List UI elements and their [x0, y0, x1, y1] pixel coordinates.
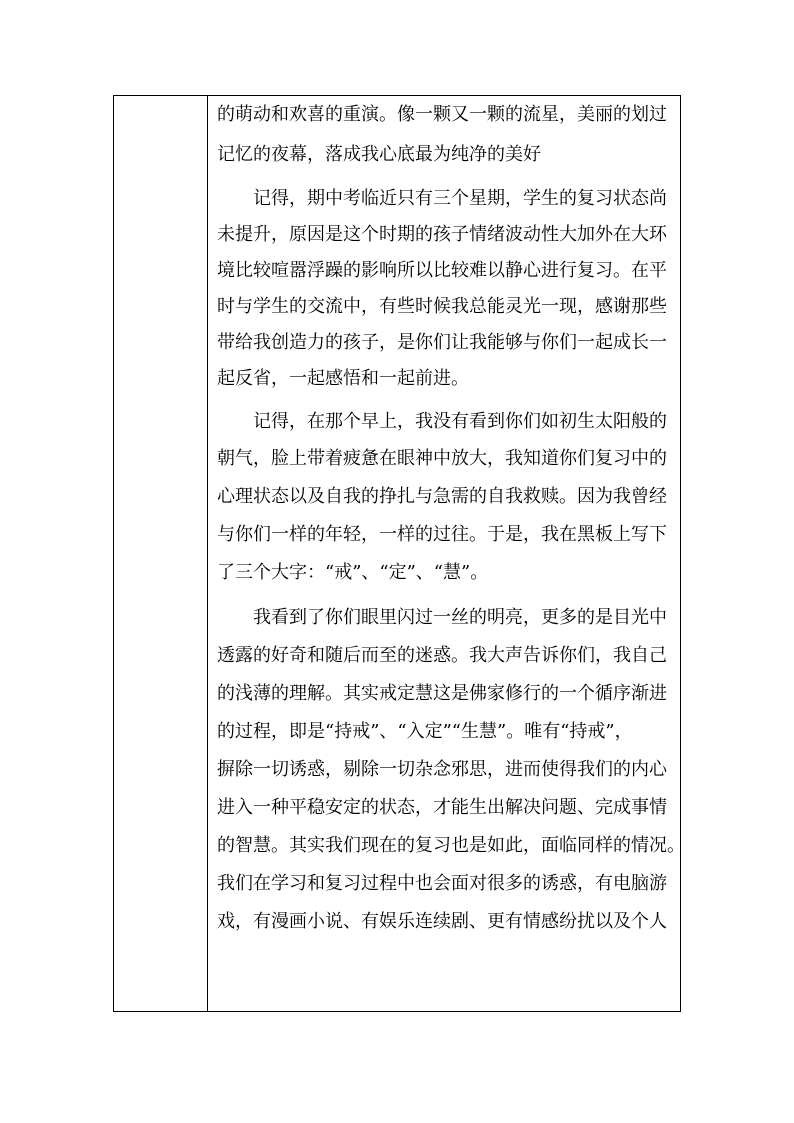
- text-line: 的过程，即是“持戒”、“入定”“生慧”。唯有“持戒”，: [217, 721, 633, 742]
- text-line: 的浅薄的理解。其实戒定慧这是佛家修行的一个循序渐进: [217, 683, 667, 704]
- text-line: 未提升，原因是这个时期的孩子情绪波动性大加外在大环: [217, 224, 667, 245]
- text-line: 与你们一样的年轻，一样的过往。于是，我在黑板上写下: [217, 524, 667, 545]
- text-line: 带给我创造力的孩子，是你们让我能够与你们一起成长一: [217, 332, 667, 353]
- text-line: 记忆的夜幕，落成我心底最为纯净的美好: [217, 144, 541, 165]
- text-line: 境比较喧嚣浮躁的影响所以比较难以静心进行复习。在平: [217, 260, 667, 281]
- text-line: 了三个大字：“戒”、“定”、“慧”。: [217, 562, 489, 583]
- text-line: 戏，有漫画小说、有娱乐连续剧、更有情感纷扰以及个人: [217, 911, 667, 932]
- text-line: 记得，在那个早上，我没有看到你们如初生太阳般的: [217, 411, 667, 432]
- document-table: [113, 95, 685, 1012]
- text-line: 起反省，一起感悟和一起前进。: [217, 368, 469, 389]
- text-line: 我们在学习和复习过程中也会面对很多的诱惑，有电脑游: [217, 873, 667, 894]
- text-line: 时与学生的交流中，有些时候我总能灵光一现，感谢那些: [217, 296, 667, 317]
- text-line: 的萌动和欢喜的重演。像一颗又一颗的流星，美丽的划过: [217, 104, 667, 125]
- text-line: 透露的好奇和随后而至的迷惑。我大声告诉你们，我自己: [217, 645, 667, 666]
- text-line: 朝气，脸上带着疲惫在眼神中放大，我知道你们复习中的: [217, 448, 667, 469]
- text-line: 我看到了你们眼里闪过一丝的明亮，更多的是目光中: [217, 607, 667, 628]
- right-cell: [208, 96, 685, 1011]
- text-line: 进入一种平稳安定的状态，才能生出解决问题、完成事情: [217, 797, 667, 818]
- text-line: 摒除一切诱惑，剔除一切杂念邪思，进而使得我们的内心: [217, 759, 667, 780]
- text-line: 心理状态以及自我的挣扎与急需的自我救赎。因为我曾经: [217, 486, 667, 507]
- text-line: 记得，期中考临近只有三个星期，学生的复习状态尚: [217, 188, 667, 209]
- left-cell: [114, 96, 208, 1011]
- text-line: 的智慧。其实我们现在的复习也是如此，面临同样的情况。: [217, 835, 685, 856]
